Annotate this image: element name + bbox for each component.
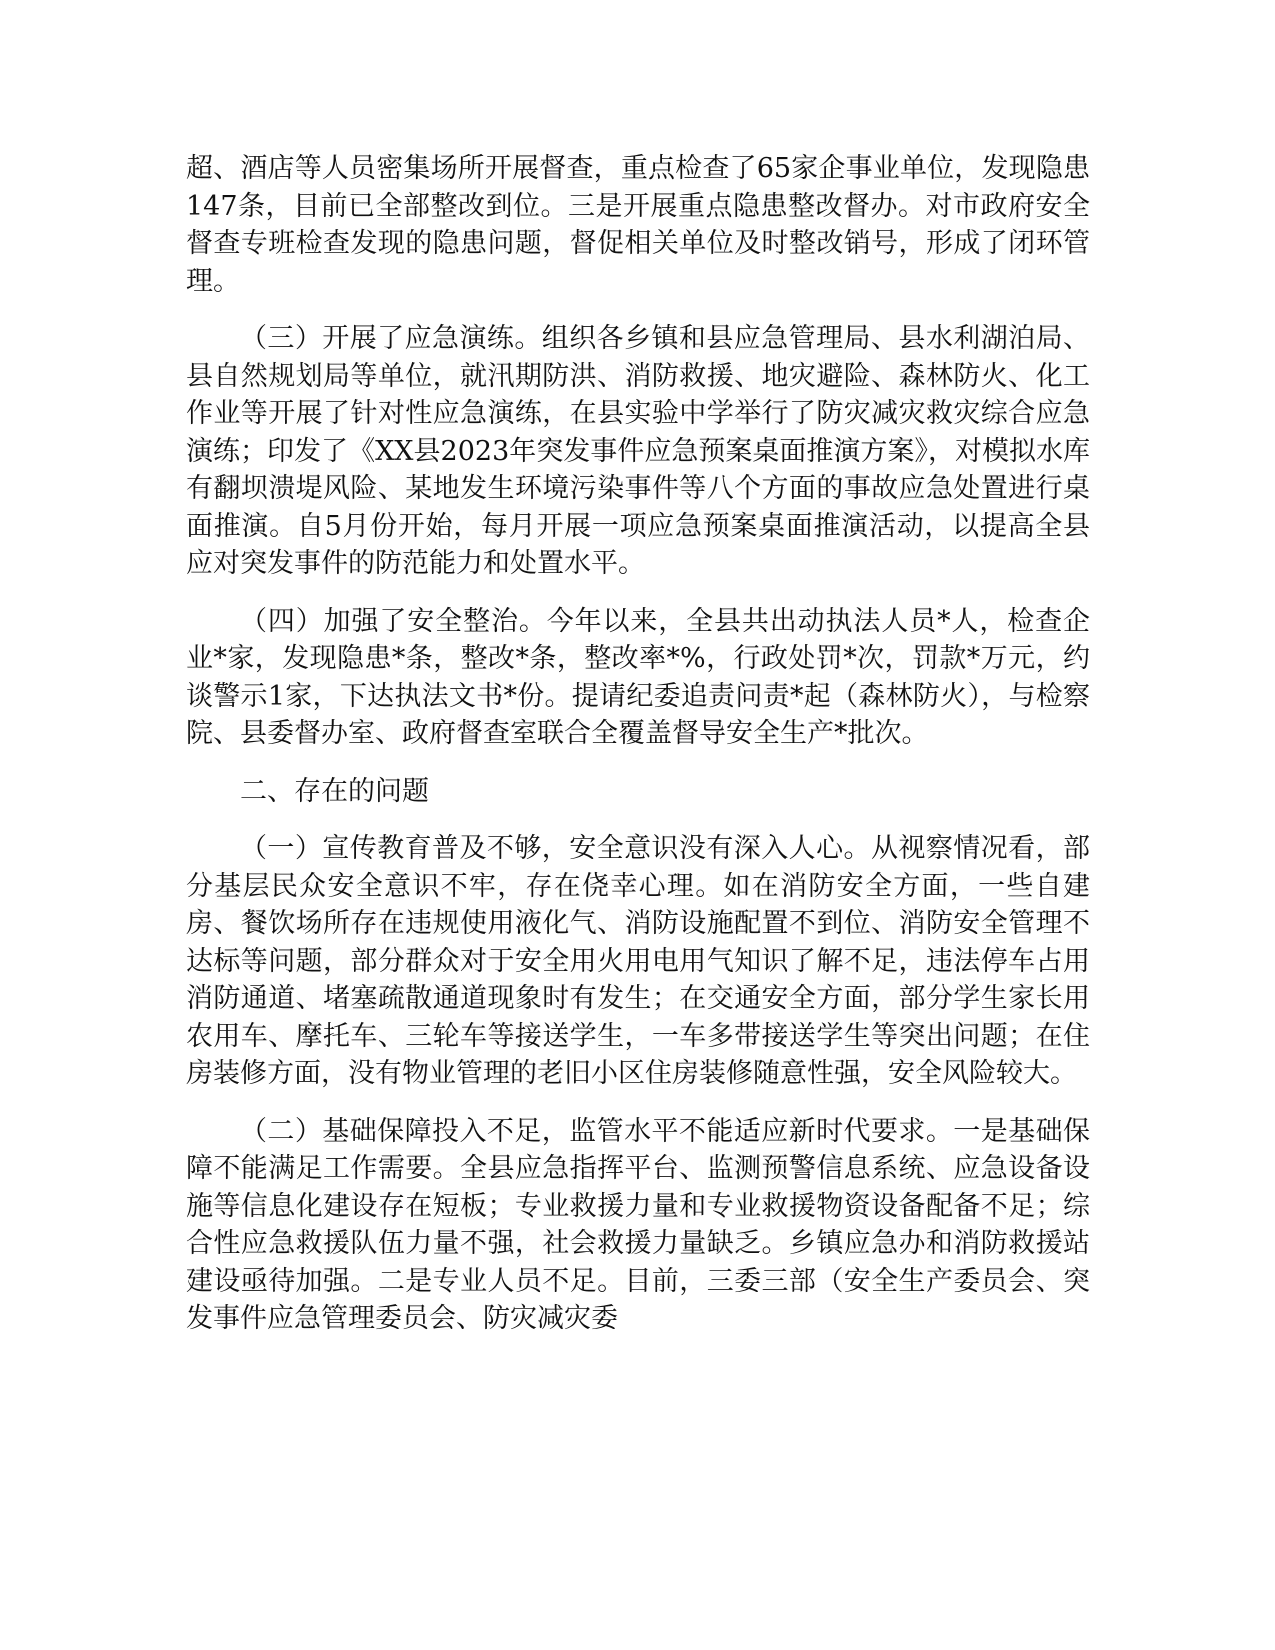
- paragraph-continuation: 超、酒店等人员密集场所开展督查，重点检查了65家企事业单位，发现隐患147条，目前已全部整改到位。三是开展重点隐患整改督办。对市政府安全督查专班检查发现的隐患问题，督促相关单位及时整改销号，形成了闭环管理。: [186, 153, 1090, 297]
- section-heading-problems: 二、存在的问题: [240, 775, 429, 807]
- paragraph-publicity-education: （一）宣传教育普及不够，安全意识没有深入人心。从视察情况看，部分基层民众安全意识不牢，存在侥幸心理。如在消防安全方面，一些自建房、餐饮场所存在违规使用液化气、消防设施配置不到位、消防安全管理不达标等问题，部分群众对于安全用火用电用气知识了解不足，违法停车占用消防通道、堵塞疏散通道现象时有发生；在交通安全方面，部分学生家长用农用车、摩托车、三轮车等接送学生，一车多带接送学生等突出问题；在住房装修方面，没有物业管理的老旧小区住房装修随意性强，安全风险较大。: [186, 833, 1090, 1089]
- paragraph-safety-rectification: （四）加强了安全整治。今年以来，全县共出动执法人员*人，检查企业*家，发现隐患*条，整改*条，整改率*%，行政处罚*次，罚款*万元，约谈警示1家，下达执法文书*份。提请纪委追责问责*起（森林防火），与检察院、县委督办室、政府督查室联合全覆盖督导安全生产*批次。: [186, 605, 1090, 749]
- paragraph-basic-guarantee: （二）基础保障投入不足，监管水平不能适应新时代要求。一是基础保障不能满足工作需要。全县应急指挥平台、监测预警信息系统、应急设备设施等信息化建设存在短板；专业救援力量和专业救援物资设备配备不足；综合性应急救援队伍力量不强，社会救援力量缺乏。乡镇应急办和消防救援站建设亟待加强。二是专业人员不足。目前，三委三部（安全生产委员会、突发事件应急管理委员会、防灾减灾委: [186, 1115, 1090, 1334]
- paragraph-emergency-drills: （三）开展了应急演练。组织各乡镇和县应急管理局、县水利湖泊局、县自然规划局等单位，就汛期防洪、消防救援、地灾避险、森林防火、化工作业等开展了针对性应急演练，在县实验中学举行了防灾减灾救灾综合应急演练；印发了《XX县2023年突发事件应急预案桌面推演方案》，对模拟水库有翻坝溃堤风险、某地发生环境污染事件等八个方面的事故应急处置进行桌面推演。自5月份开始，每月开展一项应急预案桌面推演活动，以提高全县应对突发事件的防范能力和处置水平。: [186, 323, 1090, 579]
- document-body: [186, 150, 1090, 1338]
